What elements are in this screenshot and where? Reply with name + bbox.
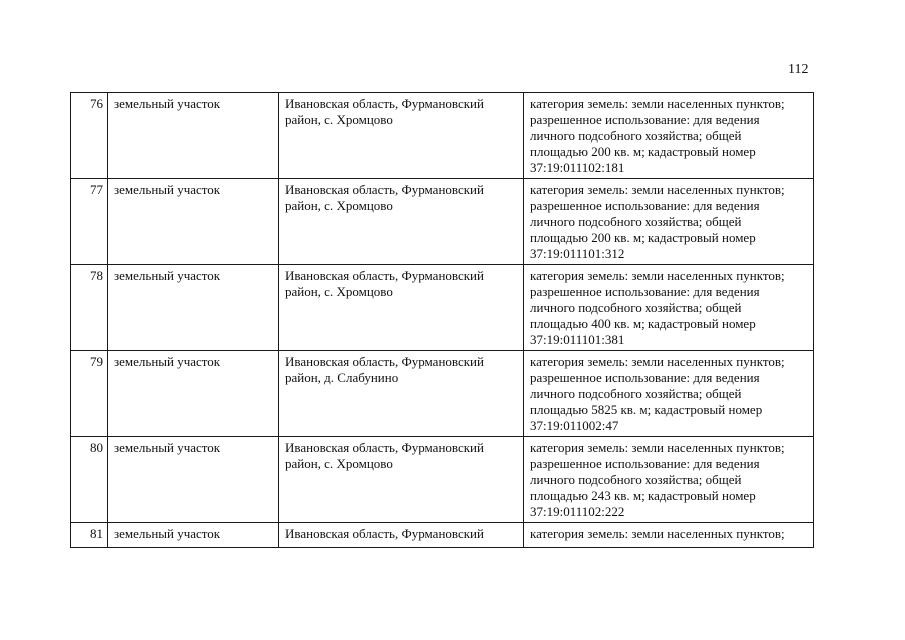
object-type: земельный участок <box>108 523 279 548</box>
description-cell <box>524 179 814 265</box>
table-row <box>71 265 814 351</box>
object-type: земельный участок <box>108 179 279 265</box>
description-line: категория земель: земли населенных пунктов; <box>530 440 785 455</box>
table-row <box>71 179 814 265</box>
description-line: разрешенное использование: для ведения <box>530 284 760 299</box>
table-row <box>71 351 814 437</box>
description-line: разрешенное использование: для ведения <box>530 198 760 213</box>
description-line: личного подсобного хозяйства; общей <box>530 214 742 229</box>
row-number: 77 <box>71 179 108 265</box>
address-line: район, с. Хромцово <box>285 456 393 471</box>
address-line: район, с. Хромцово <box>285 284 393 299</box>
address-cell <box>279 437 524 523</box>
description-line: категория земель: земли населенных пунктов; <box>530 354 785 369</box>
description-cell <box>524 437 814 523</box>
cadastral-number: 37:19:011101:312 <box>530 246 625 261</box>
description-cell <box>524 351 814 437</box>
row-number: 79 <box>71 351 108 437</box>
description-line: категория земель: земли населенных пунктов; <box>530 268 785 283</box>
address-line: район, с. Хромцово <box>285 112 393 127</box>
object-type: земельный участок <box>108 437 279 523</box>
description-line: личного подсобного хозяйства; общей <box>530 128 742 143</box>
description-line: разрешенное использование: для ведения <box>530 112 760 127</box>
cadastral-number: 37:19:011002:47 <box>530 418 619 433</box>
description-line: площадью 243 кв. м; кадастровый номер <box>530 488 756 503</box>
address-cell <box>279 265 524 351</box>
land-plot-table <box>70 92 814 548</box>
table-row <box>71 523 814 548</box>
address-line: Ивановская область, Фурмановский <box>285 354 484 369</box>
address-line: Ивановская область, Фурмановский <box>285 440 484 455</box>
page-number: 112 <box>788 62 809 77</box>
object-type: земельный участок <box>108 265 279 351</box>
description-cell <box>524 265 814 351</box>
row-number: 76 <box>71 93 108 179</box>
table-row <box>71 437 814 523</box>
object-type: земельный участок <box>108 93 279 179</box>
description-line: разрешенное использование: для ведения <box>530 456 760 471</box>
description-line: площадью 200 кв. м; кадастровый номер <box>530 144 756 159</box>
description-line: площадью 400 кв. м; кадастровый номер <box>530 316 756 331</box>
address-cell <box>279 351 524 437</box>
address-line: Ивановская область, Фурмановский <box>285 268 484 283</box>
description-line: разрешенное использование: для ведения <box>530 370 760 385</box>
description-line: личного подсобного хозяйства; общей <box>530 386 742 401</box>
object-type: земельный участок <box>108 351 279 437</box>
row-number: 78 <box>71 265 108 351</box>
description-line: площадью 200 кв. м; кадастровый номер <box>530 230 756 245</box>
cadastral-number: 37:19:011102:222 <box>530 504 625 519</box>
description-cell <box>524 93 814 179</box>
address-line: Ивановская область, Фурмановский <box>285 182 484 197</box>
description-line: личного подсобного хозяйства; общей <box>530 472 742 487</box>
description-line: категория земель: земли населенных пунктов; <box>530 182 785 197</box>
address-line: Ивановская область, Фурмановский <box>285 526 484 541</box>
address-line: район, с. Хромцово <box>285 198 393 213</box>
row-number: 81 <box>71 523 108 548</box>
description-line: площадью 5825 кв. м; кадастровый номер <box>530 402 763 417</box>
cadastral-number: 37:19:011102:181 <box>530 160 625 175</box>
table-row <box>71 93 814 179</box>
description-line: категория земель: земли населенных пунктов; <box>530 96 785 111</box>
description-line: личного подсобного хозяйства; общей <box>530 300 742 315</box>
cadastral-number: 37:19:011101:381 <box>530 332 625 347</box>
address-line: Ивановская область, Фурмановский <box>285 96 484 111</box>
address-line: район, д. Слабунино <box>285 370 399 385</box>
address-cell <box>279 93 524 179</box>
row-number: 80 <box>71 437 108 523</box>
address-cell <box>279 179 524 265</box>
description-line: категория земель: земли населенных пунктов; <box>530 526 785 541</box>
address-cell <box>279 523 524 548</box>
description-cell <box>524 523 814 548</box>
